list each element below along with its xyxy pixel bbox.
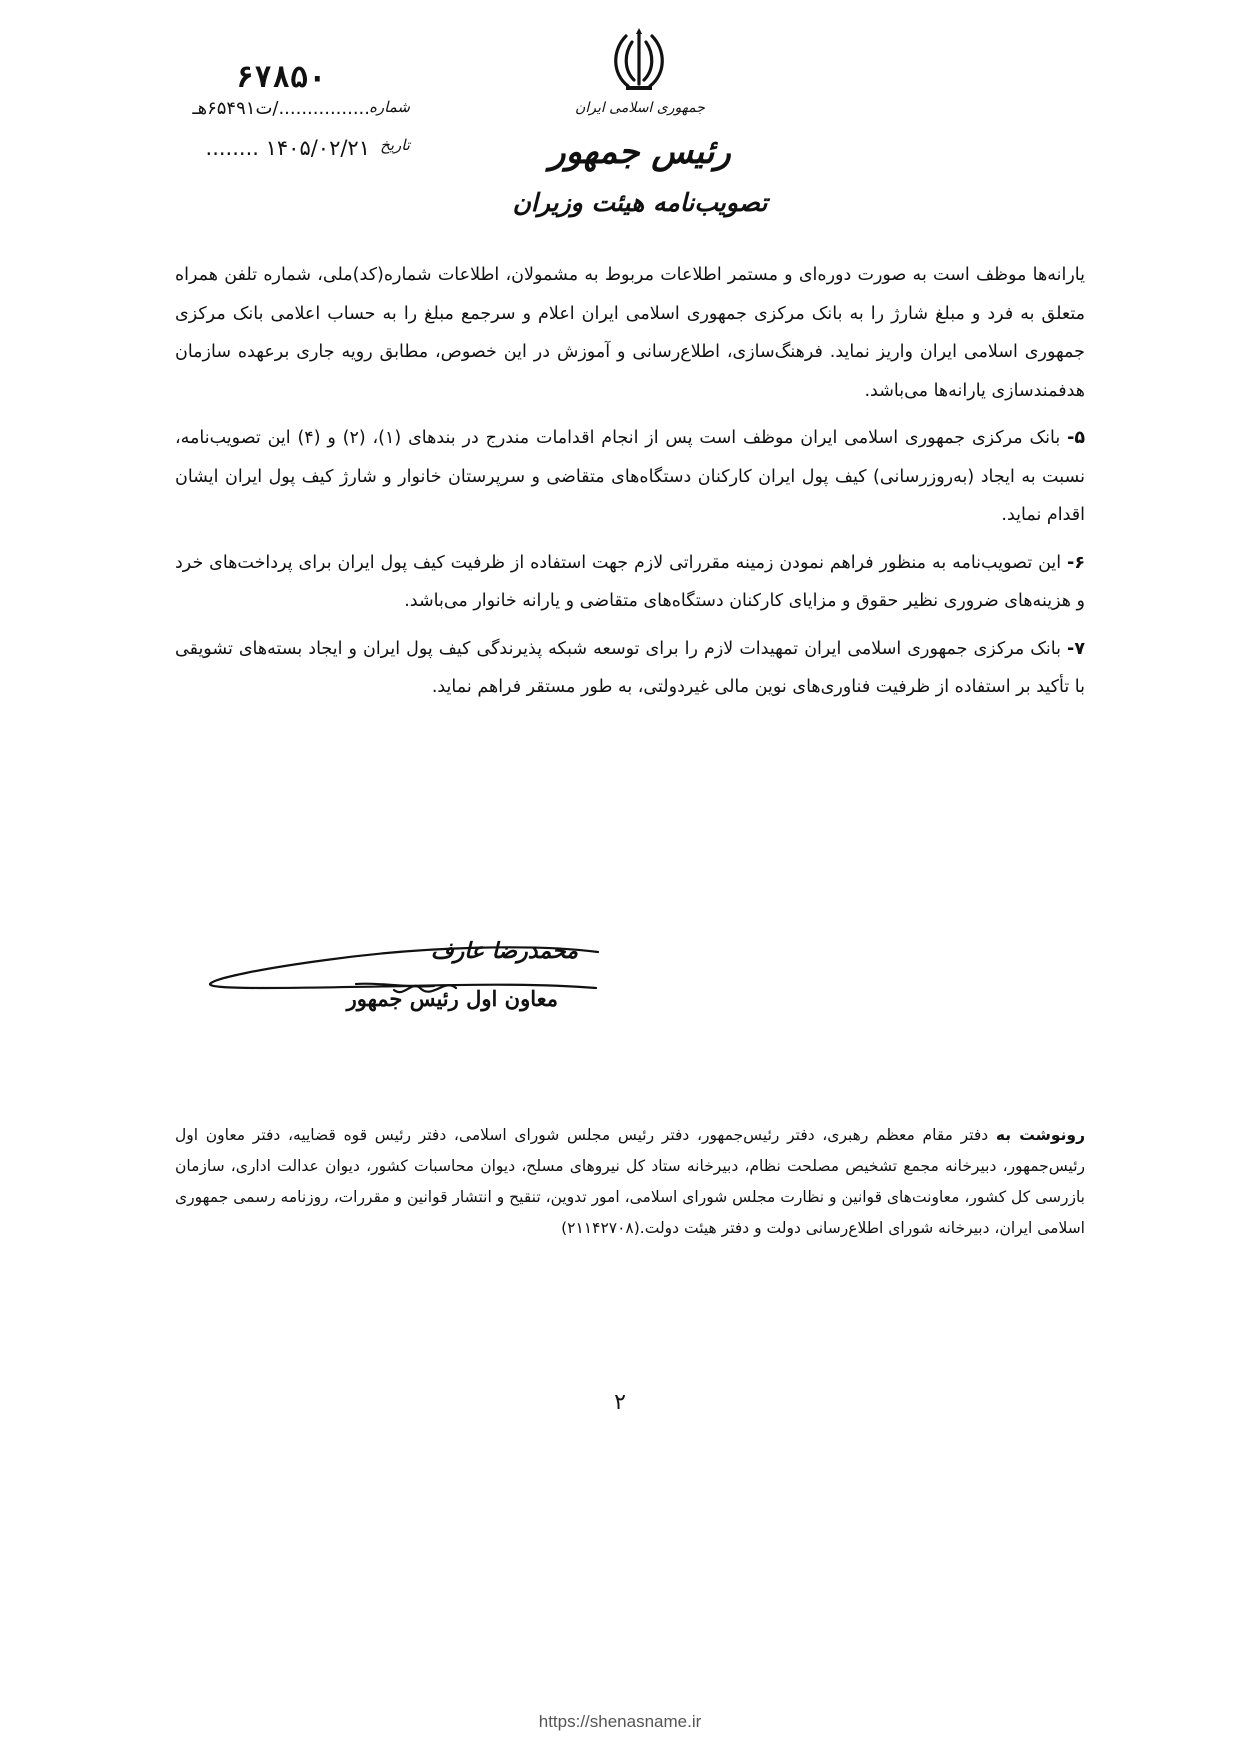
item-5-text: بانک مرکزی جمهوری اسلامی ایران موظف است پس از انجام اقدامات مندرج در بندهای (۱)، (۲) و (۴) این تصویب‌نامه، نسبت به ایجاد (به‌روزرسانی) کیف پول ایران کارکنان دستگاه‌های متقاضی و سرپرستان خانوار و شارژ کیف پول ایران ایشان اقدام نماید. [175,428,1085,525]
item-7-text: بانک مرکزی جمهوری اسلامی ایران تمهیدات لازم را برای توسعه شبکه پذیرندگی کیف پول ایران و ایجاد بسته‌های تشویقی با تأکید بر استفاده از ظرفیت فناوری‌های نوین مالی غیردولتی، به طور مستقر فراهم نماید. [175,638,1085,697]
cc-recipients: دفتر مقام معظم رهبری، دفتر رئیس‌جمهور، دفتر رئیس مجلس شورای اسلامی، دفتر رئیس قوه قضاییه، دفتر معاون اول رئیس‌جمهور، دبیرخانه مجمع تشخیص مصلحت نظام، دبیرخانه ستاد کل نیروهای مسلح، دیوان محاسبات کشور، دیوان عدالت اداری، سازمان بازرسی کل کشور، معاونت‌های قوانین و نظارت مجلس شورای اسلامی، امور تدوین، تنقیح و انتشار قوانین و مقررات، روزنامه رسمی جمهوری اسلامی ایران، دبیرخانه شورای اطلاع‌رسانی دولت و دفتر هیئت دولت.(۲۱۱۴۲۷۰۸) [175,1126,1085,1237]
signature-block [206,938,606,1028]
signer-title: معاون اول رئیس جمهور [346,986,558,1011]
letterhead-council: تصویب‌نامه هیئت وزیران [512,188,768,217]
footer-url: https://shenasname.ir [538,1712,702,1731]
decree-body [175,256,1085,716]
letterhead-republic: جمهوری اسلامی ایران [575,100,705,116]
paragraph-item-7 [175,630,1085,707]
item-6-text: این تصویب‌نامه به منظور فراهم نمودن زمینه مقرراتی لازم جهت استفاده از ظرفیت کیف پول ایران برای پرداخت‌های خرد و هزینه‌های ضروری نظیر حقوق و مزایای کارکنان دستگاه‌های متقاضی و یارانه خانوار می‌باشد. [175,552,1085,611]
item-5-number: ۵- [1067,428,1086,448]
date-label: تاریخ [380,136,410,154]
paragraph-item-6 [175,544,1085,621]
date-value: ۱۴۰۵/۰۲/۲۱ ........ [205,136,370,160]
reference-block [110,58,410,178]
iran-emblem-icon [606,28,672,94]
number-label: شماره [369,98,410,116]
page-number: ۲ [614,1390,626,1415]
item-6-number: ۶- [1067,552,1085,573]
number-row [110,98,410,126]
date-row [110,136,410,164]
letterhead-president: رئیس جمهور [549,132,731,172]
stamp-number: ۶۷۸۵۰ [236,60,327,95]
number-value: ................/ت۶۵۴۹۱هـ [192,98,370,119]
paragraph-item-5 [175,419,1085,535]
paragraph-intro: یارانه‌ها موظف است به صورت دوره‌ای و مستمر اطلاعات مربوط به مشمولان، اطلاعات شماره(کد)ملی، شماره تلفن همراه متعلق به فرد و مبلغ شارژ را به بانک مرکزی جمهوری اسلامی ایران اعلام و سرجمع مبلغ را به حساب اعلامی بانک مرکزی جمهوری اسلامی ایران واریز نماید. فرهنگ‌سازی، اطلاع‌رسانی و آموزش در این خصوص، مطابق رویه جاری برعهده سازمان هدفمندسازی یارانه‌ها می‌باشد. [175,265,1085,401]
letterhead [510,28,770,228]
distribution-list [175,1120,1085,1244]
item-7-number: ۷- [1067,638,1085,659]
signer-name: محمدرضا عارف [430,938,578,964]
cc-heading: رونوشت به [995,1126,1085,1144]
